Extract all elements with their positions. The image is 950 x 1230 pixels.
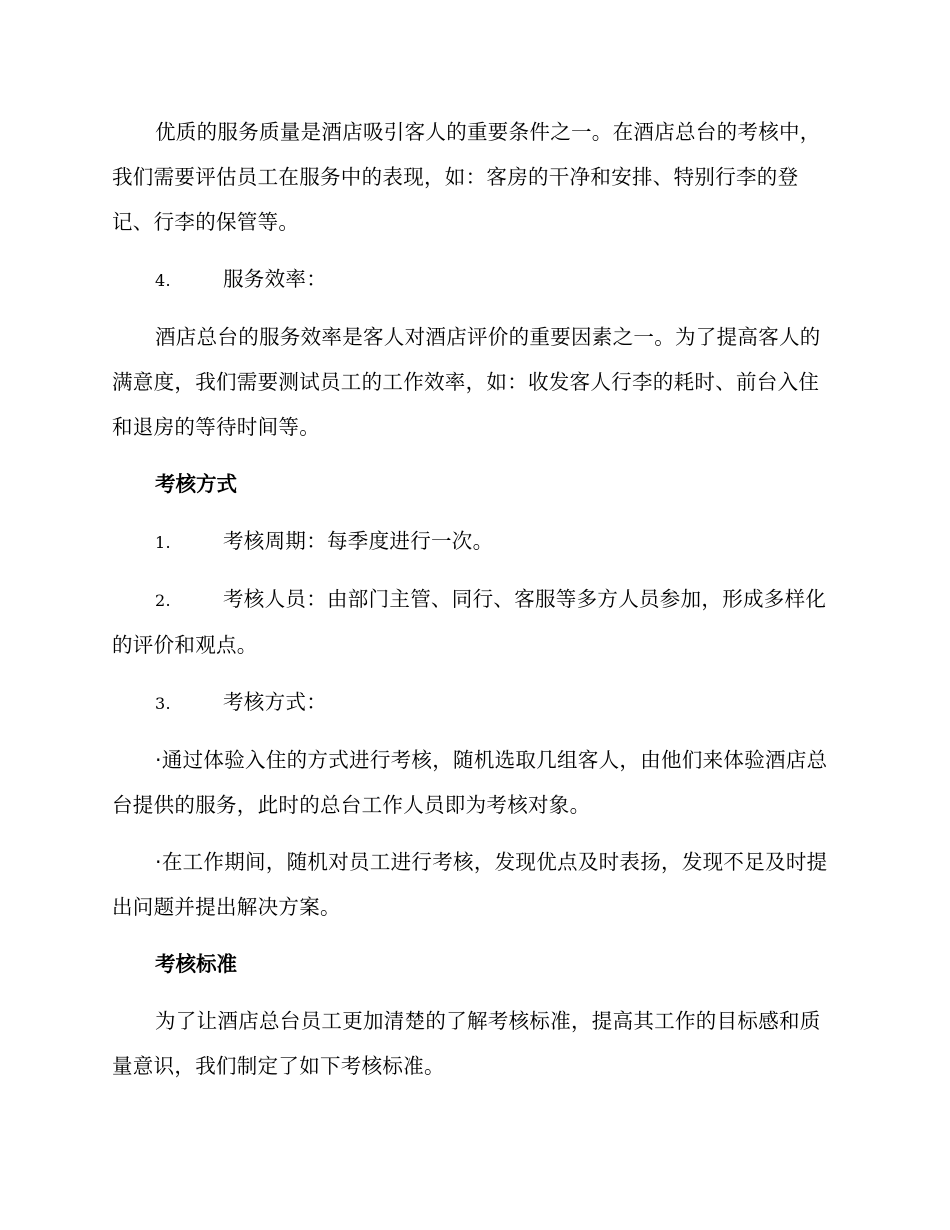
- list-text: 考核方式：: [223, 690, 327, 714]
- document-page: [112, 110, 834, 1101]
- list-item-service-efficiency: [112, 257, 834, 303]
- bullet-icon: ·: [155, 748, 162, 772]
- paragraph-service-quality: 优质的服务质量是酒店吸引客人的重要条件之一。在酒店总台的考核中，我们需要评估员工在服务中的表现，如：客房的干净和安排、特别行李的登记、行李的保管等。: [112, 120, 821, 234]
- paragraph-service-efficiency: 酒店总台的服务效率是客人对酒店评价的重要因素之一。为了提高客人的满意度，我们需要测试员工的工作效率，如：收发客人行李的耗时、前台入住和退房的等待时间等。: [112, 325, 821, 439]
- list-text: 服务效率：: [223, 267, 327, 291]
- bullet-item-random-check: [112, 840, 834, 930]
- list-item-assessment-personnel: [112, 577, 834, 668]
- list-number: 2.: [155, 591, 171, 610]
- list-number: 3.: [155, 694, 171, 713]
- heading-assessment-standard: 考核标准: [155, 952, 237, 976]
- bullet-text: 在工作期间，随机对员工进行考核，发现优点及时表扬，发现不足及时提出问题并提出解决方案。: [112, 850, 828, 919]
- bullet-text: 通过体验入住的方式进行考核，随机选取几组客人，由他们来体验酒店总台提供的服务，此时的总台工作人员即为考核对象。: [112, 748, 828, 817]
- list-item-assessment-cycle: [112, 519, 834, 565]
- list-text: 考核人员：由部门主管、同行、客服等多方人员参加，形成多样化的评价和观点。: [112, 587, 827, 657]
- paragraph-assessment-standard: 为了让酒店总台员工更加清楚的了解考核标准，提高其工作的目标感和质量意识，我们制定了如下考核标准。: [112, 1009, 821, 1078]
- heading-assessment-method: 考核方式: [155, 472, 237, 496]
- list-number: 1.: [155, 533, 171, 552]
- bullet-item-experience-checkin: [112, 738, 834, 828]
- list-number: 4.: [155, 271, 171, 290]
- bullet-icon: ·: [155, 850, 162, 874]
- list-text: 考核周期：每季度进行一次。: [223, 529, 494, 553]
- list-item-assessment-way: [112, 680, 834, 726]
